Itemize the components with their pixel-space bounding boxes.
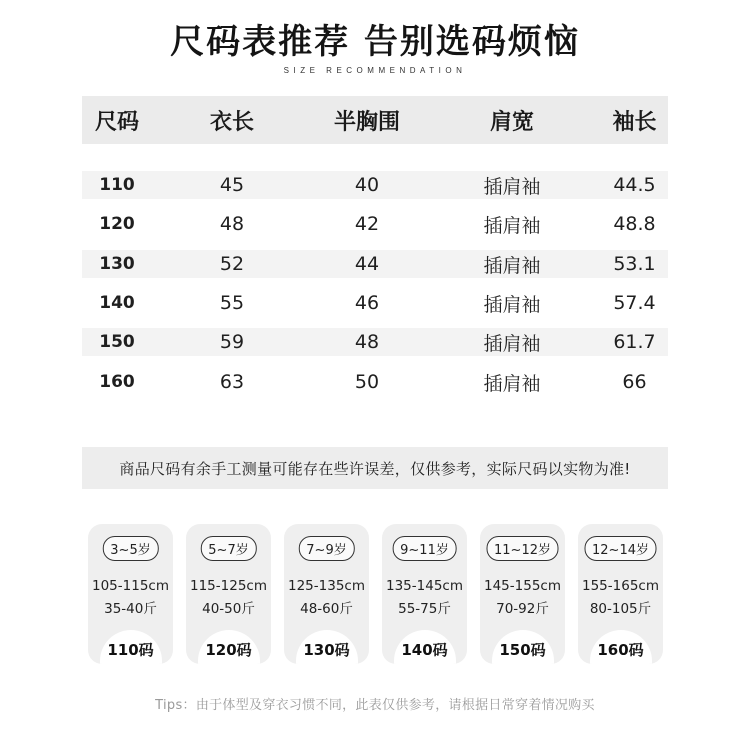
cell-shoulder: 插肩袖 xyxy=(483,293,541,316)
header-sleeve: 袖长 xyxy=(612,109,657,135)
height-range: 105-115cm xyxy=(92,578,169,594)
weight-range: 48-60斤 xyxy=(300,601,353,617)
size-code: 110码 xyxy=(100,630,162,664)
size-code: 150码 xyxy=(492,630,554,664)
age-badge: 12~14岁 xyxy=(584,536,657,561)
cell-sleeve: 57.4 xyxy=(613,292,656,314)
size-code: 140码 xyxy=(394,630,456,664)
size-card xyxy=(88,524,173,664)
age-badge: 5~7岁 xyxy=(200,536,256,561)
size-card xyxy=(480,524,565,664)
size-code: 160码 xyxy=(590,630,652,664)
cell-size: 120 xyxy=(99,214,135,234)
table-row xyxy=(82,328,668,356)
cell-half-chest: 46 xyxy=(354,292,380,314)
cell-shoulder: 插肩袖 xyxy=(483,372,541,395)
size-card xyxy=(186,524,271,664)
cell-size: 140 xyxy=(99,293,135,313)
size-code: 130码 xyxy=(296,630,358,664)
table-row xyxy=(82,289,668,317)
height-range: 135-145cm xyxy=(386,578,463,594)
cell-length: 45 xyxy=(219,174,245,196)
weight-range: 40-50斤 xyxy=(202,601,255,617)
cell-shoulder: 插肩袖 xyxy=(483,332,541,355)
cell-size: 160 xyxy=(99,372,135,392)
cell-sleeve: 48.8 xyxy=(613,213,656,235)
table-row xyxy=(82,210,668,238)
size-code: 120码 xyxy=(198,630,260,664)
height-range: 125-135cm xyxy=(288,578,365,594)
age-badge: 3~5岁 xyxy=(102,536,158,561)
weight-range: 35-40斤 xyxy=(104,601,157,617)
table-row xyxy=(82,250,668,278)
cell-sleeve: 61.7 xyxy=(613,331,656,353)
size-card xyxy=(284,524,369,664)
cell-shoulder: 插肩袖 xyxy=(483,175,541,198)
age-badge: 7~9岁 xyxy=(298,536,354,561)
cell-size: 110 xyxy=(99,175,135,195)
header-shoulder: 肩宽 xyxy=(489,109,534,135)
weight-range: 55-75斤 xyxy=(398,601,451,617)
size-card xyxy=(382,524,467,664)
cell-length: 59 xyxy=(219,331,245,353)
cell-length: 48 xyxy=(219,213,245,235)
tips-text: Tips：由于体型及穿衣习惯不同，此表仅供参考，请根据日常穿着情况购买 xyxy=(155,698,595,713)
weight-range: 70-92斤 xyxy=(496,601,549,617)
weight-range: 80-105斤 xyxy=(589,601,652,617)
table-row xyxy=(82,171,668,199)
cell-size: 150 xyxy=(99,332,135,352)
height-range: 145-155cm xyxy=(484,578,561,594)
cell-sleeve: 66 xyxy=(622,371,647,393)
cell-length: 63 xyxy=(219,371,245,393)
cell-half-chest: 40 xyxy=(354,174,380,196)
size-guide-cards xyxy=(88,524,668,664)
cell-length: 52 xyxy=(219,253,245,275)
height-range: 155-165cm xyxy=(582,578,659,594)
cell-shoulder: 插肩袖 xyxy=(483,214,541,237)
cell-half-chest: 42 xyxy=(354,213,380,235)
header-length: 衣长 xyxy=(209,109,254,135)
cell-size: 130 xyxy=(99,254,135,274)
height-range: 115-125cm xyxy=(190,578,267,594)
age-badge: 9~11岁 xyxy=(392,536,457,561)
size-table-header xyxy=(82,96,668,144)
cell-half-chest: 48 xyxy=(354,331,380,353)
age-badge: 11~12岁 xyxy=(486,536,559,561)
header-half-chest: 半胸围 xyxy=(333,109,400,135)
table-row xyxy=(82,368,668,396)
page-title: 尺码表推荐 告别选码烦恼 xyxy=(170,22,580,62)
cell-half-chest: 44 xyxy=(354,253,380,275)
cell-half-chest: 50 xyxy=(354,371,380,393)
cell-sleeve: 44.5 xyxy=(613,174,656,196)
measurement-note: 商品尺码有余手工测量可能存在些许误差，仅供参考，实际尺码以实物为准! xyxy=(82,447,668,489)
cell-sleeve: 53.1 xyxy=(613,253,656,275)
cell-shoulder: 插肩袖 xyxy=(483,254,541,277)
cell-length: 55 xyxy=(219,292,245,314)
size-card xyxy=(578,524,663,664)
page-subtitle: SIZE RECOMMENDATION xyxy=(283,66,467,75)
header-size: 尺码 xyxy=(94,109,139,135)
